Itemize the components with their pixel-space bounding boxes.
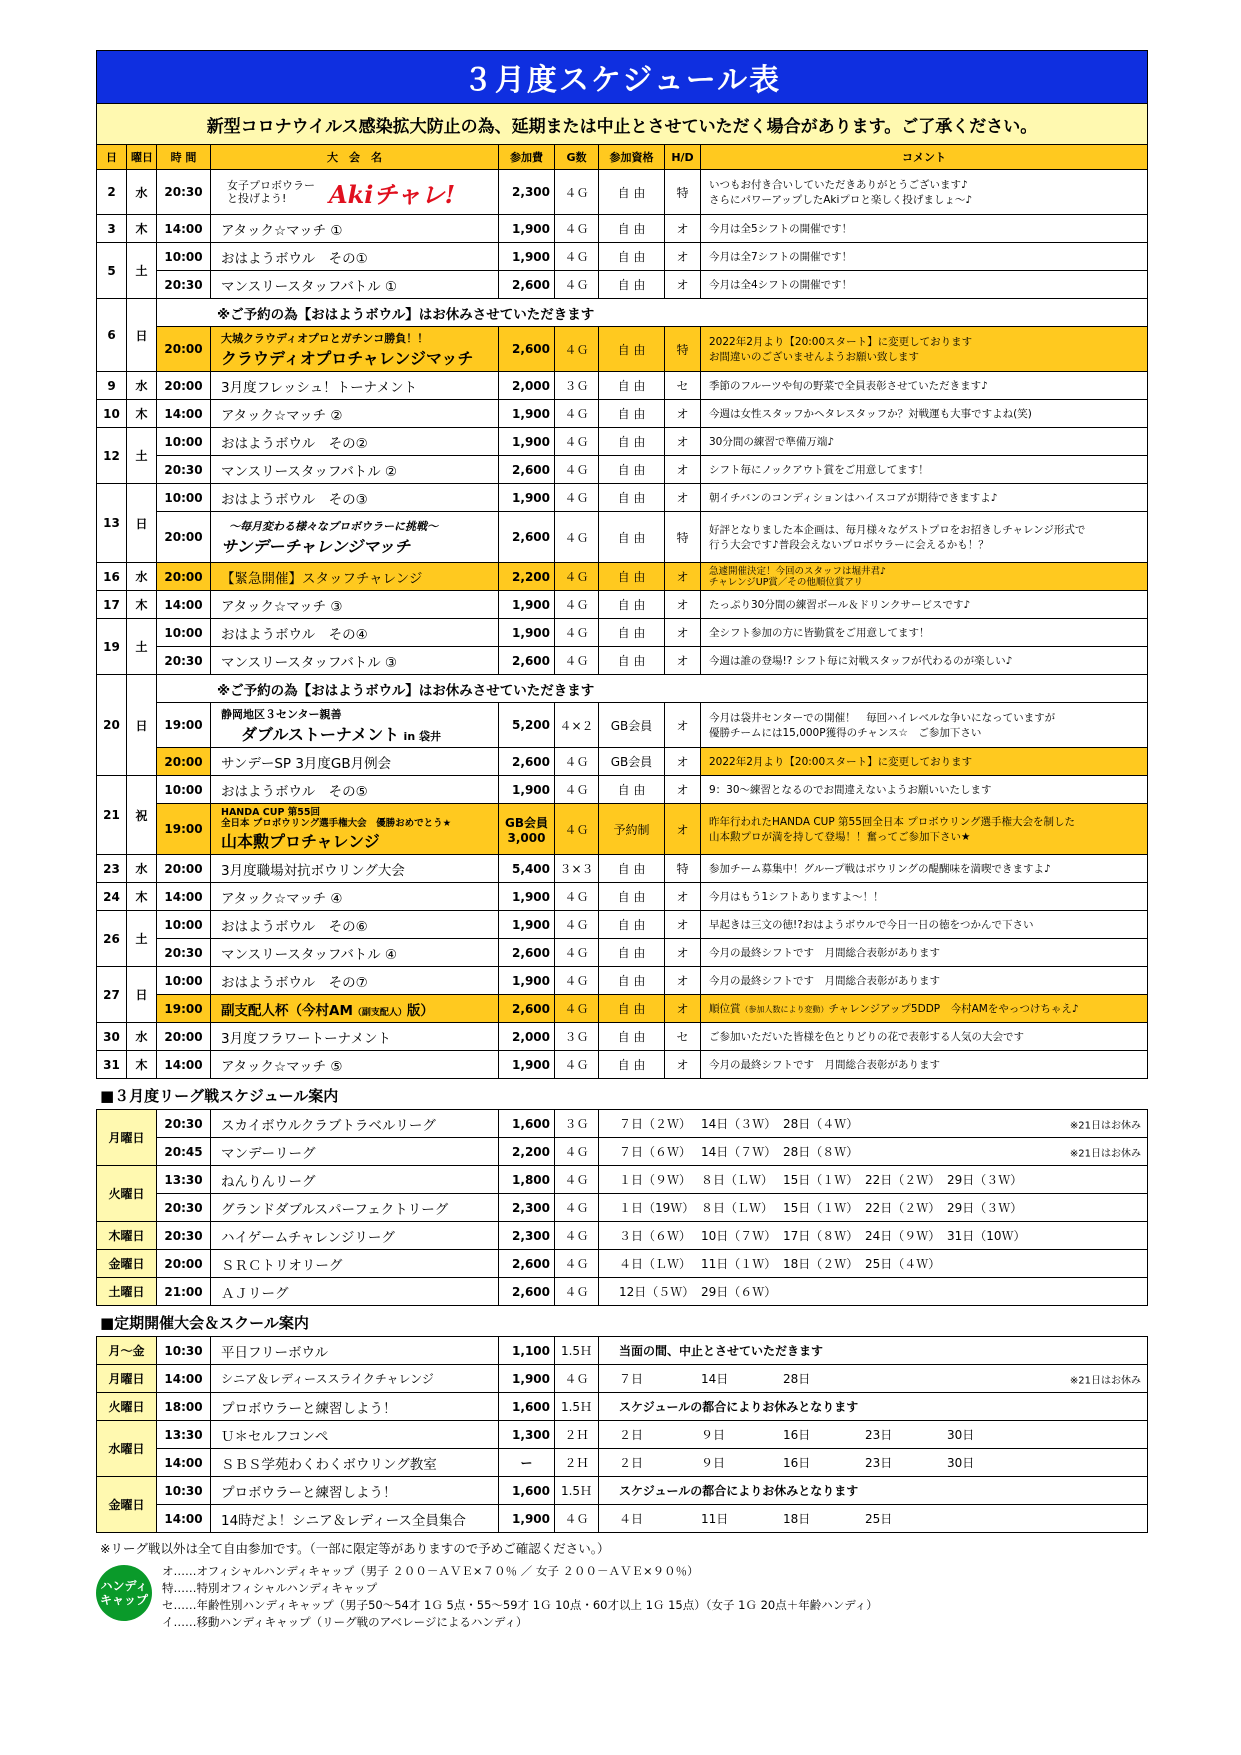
col-comment: コメント: [701, 145, 1148, 170]
schedule-note: ※21日はお休み: [1069, 1120, 1141, 1131]
table-row: 5 土 10:00 おはようボウル その① 1,900 ４Ｇ 自 由 オ 今月は全7シフトの開催です！: [97, 243, 1148, 271]
schedule-date: 10日（７Ｗ）: [701, 1229, 777, 1243]
schedule-date: 14日（７Ｗ）: [701, 1145, 777, 1159]
schedule-date: ４日: [619, 1512, 644, 1526]
schedule-date: 22日（２Ｗ）: [865, 1173, 941, 1187]
table-row: 19:00 静岡地区３センター親善 ダブルストーナメント in 袋井 5,200 ４×２ GB会員 オ 今月は袋井センターでの開催！ 毎回ハイレベルな争いになっていますが 優勝チームには15,000P獲得のチャンス☆ ご参加下さい: [97, 703, 1148, 748]
handicap-line: イ……移動ハンディキャップ（リーグ戦のアベレージによるハンディ）: [162, 1615, 528, 1629]
table-row: 16 水 20:00 【緊急開催】スタッフチャレンジ 2,200 ４Ｇ 自 由 オ 急遽開催決定！今回のスタッフは堀井君♪ チャレンジUP賞／その他順位賞アリ: [97, 563, 1148, 591]
table-row: 19:00 HANDA CUP 第55回 全日本 プロボウリング選手権大会 優勝おめでとう★ 山本勲プロチャレンジ GB会員 3,000 ４Ｇ 予約制 オ 昨年行われたHANDA CUP 第55回全日本 プロボウリング選手権大会を制した 山本勲プロが満を持して登場！！奮ってご参加下さい★: [97, 804, 1148, 855]
table-row: 14:00 ＳＢＳ学苑わくわくボウリング教室 ー ２Ｈ ２日 ９日 16日 23日 30日: [97, 1449, 1148, 1477]
schedule-date: 29日（３Ｗ）: [947, 1201, 1023, 1215]
schedule-date: ８日（ＬＷ）: [701, 1201, 774, 1215]
schedule-date: 25日: [865, 1512, 893, 1526]
schedule-date: 14日（３Ｗ）: [701, 1117, 777, 1131]
schedule-date: 当面の間、中止とさせていただきます: [619, 1344, 824, 1358]
schedule-date: 30日: [947, 1428, 975, 1442]
table-row: 3 木 14:00 アタック☆マッチ ① 1,900 ４Ｇ 自 由 オ 今月は全5シフトの開催です！: [97, 215, 1148, 243]
schedule-date: 23日: [865, 1456, 893, 1470]
league-table: [96, 1109, 1148, 1306]
table-row: 10 木 14:00 アタック☆マッチ ② 1,900 ４Ｇ 自 由 オ 今週は女性スタッフかヘタレスタッフか？対戦運も大事ですよね(笑): [97, 400, 1148, 428]
handicap-legend: [96, 1561, 1148, 1641]
league-section-title: ■３月度リーグ戦スケジュール案内: [100, 1087, 339, 1105]
schedule-date: 31日（10Ｗ）: [947, 1229, 1026, 1243]
table-row: 20:00 大城クラウディオプロとガチンコ勝負！！ クラウディオプロチャレンジマッチ 2,600 ４Ｇ 自 由 特 2022年2月より【20:00スタート】に変更しております お間違いのございませんようお願い致します: [97, 327, 1148, 372]
schedule-date: 23日: [865, 1428, 893, 1442]
handicap-line: 特……特別オフィシャルハンディキャップ: [162, 1581, 378, 1595]
table-row: 6 日 ※ご予約の為【おはようボウル】はお休みさせていただきます: [97, 299, 1148, 327]
table-row: 月～金 10:30 平日フリーボウル 1,100 1.5Ｈ 当面の間、中止とさせていただきます: [97, 1337, 1148, 1365]
table-row: 19:00 副支配人杯（今村AM（副支配人）版） 2,600 ４Ｇ 自 由 オ 順位賞（参加人数により変動）チャレンジアップ5DDP 今村AMをやっつけちゃえ♪: [97, 995, 1148, 1023]
col-games: G数: [555, 145, 599, 170]
table-row: 土曜日 21:00 ＡＪリーグ 2,600 ４Ｇ 12日（５Ｗ） 29日（６Ｗ）: [97, 1278, 1148, 1306]
table-row: 20:30 マンスリースタッフバトル ③ 2,600 ４Ｇ 自 由 オ 今週は誰の登場!? シフト毎に対戦スタッフが代わるのが楽しい♪: [97, 647, 1148, 675]
col-day: 日: [97, 145, 127, 170]
schedule-date: 29日（３Ｗ）: [947, 1173, 1023, 1187]
table-row: 26 土 10:00 おはようボウル その⑥ 1,900 ４Ｇ 自 由 オ 早起きは三文の徳!?おはようボウルで今日一日の徳をつかんで下さい: [97, 911, 1148, 939]
page-title: ３月度スケジュール表: [96, 50, 1148, 104]
regular-events-table: [96, 1336, 1148, 1533]
schedule-date: ７日（２Ｗ）: [619, 1117, 692, 1131]
schedule-date: ２日: [619, 1428, 644, 1442]
event-schedule-table: [96, 144, 1148, 1079]
schedule-date: 29日（６Ｗ）: [701, 1285, 777, 1299]
schedule-date: 11日: [701, 1512, 729, 1526]
schedule-date: 16日: [783, 1428, 811, 1442]
table-row: 金曜日 20:00 ＳＲＣトリオリーグ 2,600 ４Ｇ ４日（ＬＷ） 11日（１Ｗ） 18日（２Ｗ） 25日（４Ｗ）: [97, 1250, 1148, 1278]
schedule-date: 28日: [783, 1372, 811, 1386]
col-handicap: H/D: [665, 145, 701, 170]
schedule-date: 25日（４Ｗ）: [865, 1257, 941, 1271]
table-row: 月曜日 20:30 スカイボウルクラブトラベルリーグ 1,600 ３Ｇ ７日（２Ｗ） 14日（３Ｗ） 28日（４Ｗ） ※21日はお休み: [97, 1110, 1148, 1138]
table-row: 20 日 ※ご予約の為【おはようボウル】はお休みさせていただきます: [97, 675, 1148, 703]
table-row: 27 日 10:00 おはようボウル その⑦ 1,900 ４Ｇ 自 由 オ 今月の最終シフトです 月間総合表彰があります: [97, 967, 1148, 995]
schedule-date: 24日（９Ｗ）: [865, 1229, 941, 1243]
schedule-date: ９日: [701, 1428, 726, 1442]
table-row: 2 水 20:30 女子プロボウラー と投げよう! Akiチャレ! 2,300 ４Ｇ 自 由 特 いつもお付き合いしていただきありがとうございます♪ さらにパワーアップしたAkiプロと楽しく投げましょ～♪: [97, 170, 1148, 215]
schedule-date: ９日: [701, 1456, 726, 1470]
schedule-date: ４日（ＬＷ）: [619, 1257, 692, 1271]
table-row: 20:30 マンスリースタッフバトル ④ 2,600 ４Ｇ 自 由 オ 今月の最終シフトです 月間総合表彰があります: [97, 939, 1148, 967]
schedule-date: スケジュールの都合によりお休みとなります: [619, 1400, 859, 1414]
col-qualification: 参加資格: [599, 145, 665, 170]
schedule-date: 18日（２Ｗ）: [783, 1257, 859, 1271]
schedule-date: ８日（ＬＷ）: [701, 1173, 774, 1187]
table-row: 14:00 14時だよ！シニア＆レディース全員集合 1,900 ４Ｇ ４日 11日 18日 25日: [97, 1505, 1148, 1533]
schedule-date: 18日: [783, 1512, 811, 1526]
schedule-date: 15日（１Ｗ）: [783, 1201, 859, 1215]
col-fee: 参加費: [499, 145, 555, 170]
table-row: 17 木 14:00 アタック☆マッチ ③ 1,900 ４Ｇ 自 由 オ たっぷり30分間の練習ボール＆ドリンクサービスです♪: [97, 591, 1148, 619]
handicap-line: セ……年齢性別ハンディキャップ（男子50～54才 1Ｇ 5点・55～59才 1Ｇ 10点・60才以上 1Ｇ 15点）（女子 1Ｇ 20点＋年齢ハンディ）: [162, 1598, 878, 1612]
schedule-date: 14日: [701, 1372, 729, 1386]
col-time: 時 間: [157, 145, 211, 170]
table-row: 21 祝 10:00 おはようボウル その⑤ 1,900 ４Ｇ 自 由 オ 9：30～練習となるのでお間違えないようお願いいたします: [97, 776, 1148, 804]
table-row: 9 水 20:00 3月度フレッシュ！トーナメント 2,000 ３Ｇ 自 由 セ 季節のフルーツや旬の野菜で全員表彰させていただきます♪: [97, 372, 1148, 400]
schedule-date: 16日: [783, 1456, 811, 1470]
schedule-date: 11日（１Ｗ）: [701, 1257, 777, 1271]
schedule-page: [96, 50, 1148, 1641]
handicap-line: オ……オフィシャルハンディキャップ（男子 ２００－ＡＶＥ×７０％ ／ 女子 ２００－ＡＶＥ×９０％）: [162, 1564, 699, 1578]
table-row: 木曜日 20:30 ハイゲームチャレンジリーグ 2,300 ４Ｇ ３日（６Ｗ） 10日（７Ｗ） 17日（８Ｗ） 24日（９Ｗ） 31日（10Ｗ）: [97, 1222, 1148, 1250]
schedule-date: １日（９Ｗ）: [619, 1173, 692, 1187]
schedule-date: 17日（８Ｗ）: [783, 1229, 859, 1243]
table-row: 30 水 20:00 3月度フラワートーナメント 2,000 ３Ｇ 自 由 セ ご参加いただいた皆様を色とりどりの花で表彰する人気の大会です: [97, 1023, 1148, 1051]
table-row: 24 木 14:00 アタック☆マッチ ④ 1,900 ４Ｇ 自 由 オ 今月はもう1シフトありますよ～！！: [97, 883, 1148, 911]
schedule-date: 22日（２Ｗ）: [865, 1201, 941, 1215]
covid-notice: 新型コロナウイルス感染拡大防止の為、延期または中止とさせていただく場合があります。ご了承ください。: [96, 104, 1148, 144]
table-row: 13 日 10:00 おはようボウル その③ 1,900 ４Ｇ 自 由 オ 朝イチバンのコンディションはハイスコアが期待できますよ♪: [97, 484, 1148, 512]
schedule-date: 28日（４Ｗ）: [783, 1117, 859, 1131]
table-row: 20:30 グランドダブルスパーフェクトリーグ 2,300 ４Ｇ １日（19Ｗ） ８日（ＬＷ） 15日（１Ｗ） 22日（２Ｗ） 29日（３Ｗ）: [97, 1194, 1148, 1222]
table-header: [97, 145, 1148, 170]
table-row: 20:00 サンデーSP 3月度GB月例会 2,600 ４Ｇ GB会員 オ 2022年2月より【20:00スタート】に変更しております: [97, 748, 1148, 776]
table-row: 水曜日 13:30 Ｕ＊セルフコンペ 1,300 ２Ｈ ２日 ９日 16日 23日 30日: [97, 1421, 1148, 1449]
table-row: 月曜日 14:00 シニア＆レディーススライクチャレンジ 1,900 ４Ｇ ７日 14日 28日 ※21日はお休み: [97, 1365, 1148, 1393]
schedule-date: １日（19Ｗ）: [619, 1201, 695, 1215]
schedule-date: ２日: [619, 1456, 644, 1470]
footnote: ※リーグ戦以外は全て自由参加です。（一部に限定等がありますので予めご確認ください。）: [100, 1541, 610, 1556]
table-row: 31 木 14:00 アタック☆マッチ ⑤ 1,900 ４Ｇ 自 由 オ 今月の最終シフトです 月間総合表彰があります: [97, 1051, 1148, 1079]
table-row: 20:00 ～毎月変わる様々なプロボウラーに挑戦～ サンデーチャレンジマッチ 2,600 ４Ｇ 自 由 特 好評となりました本企画は、毎月様々なゲストプロをお招きしチャレンジ形式で 行う大会です♪普段会えないプロボウラーに会えるかも！？: [97, 512, 1148, 563]
handicap-badge: ハンディ キャップ: [96, 1565, 152, 1621]
schedule-date: ７日（６Ｗ）: [619, 1145, 692, 1159]
table-row: 19 土 10:00 おはようボウル その④ 1,900 ４Ｇ 自 由 オ 全シフト参加の方に皆勤賞をご用意してます！: [97, 619, 1148, 647]
schedule-date: 30日: [947, 1456, 975, 1470]
table-row: 火曜日 18:00 プロボウラーと練習しよう！ 1,600 1.5Ｈ スケジュールの都合によりお休みとなります: [97, 1393, 1148, 1421]
schedule-date: 28日（８Ｗ）: [783, 1145, 859, 1159]
col-event: 大 会 名: [211, 145, 499, 170]
schedule-date: 12日（５Ｗ）: [619, 1285, 695, 1299]
schedule-note: ※21日はお休み: [1069, 1148, 1141, 1159]
table-row: 20:30 マンスリースタッフバトル ② 2,600 ４Ｇ 自 由 オ シフト毎にノックアウト賞をご用意してます！: [97, 456, 1148, 484]
table-row: 20:30 マンスリースタッフバトル ① 2,600 ４Ｇ 自 由 オ 今月は全4シフトの開催です！: [97, 271, 1148, 299]
table-row: 火曜日 13:30 ねんりんリーグ 1,800 ４Ｇ １日（９Ｗ） ８日（ＬＷ） 15日（１Ｗ） 22日（２Ｗ） 29日（３Ｗ）: [97, 1166, 1148, 1194]
regular-section-title: ■定期開催大会＆スクール案内: [100, 1314, 309, 1332]
schedule-note: ※21日はお休み: [1069, 1375, 1141, 1386]
col-weekday: 曜日: [127, 145, 157, 170]
table-row: 12 土 10:00 おはようボウル その② 1,900 ４Ｇ 自 由 オ 30分間の練習で準備万端♪: [97, 428, 1148, 456]
schedule-date: ７日: [619, 1372, 644, 1386]
schedule-date: 15日（１Ｗ）: [783, 1173, 859, 1187]
table-row: 金曜日 10:30 プロボウラーと練習しよう！ 1,600 1.5Ｈ スケジュールの都合によりお休みとなります: [97, 1477, 1148, 1505]
table-row: 20:45 マンデーリーグ 2,200 ４Ｇ ７日（６Ｗ） 14日（７Ｗ） 28日（８Ｗ） ※21日はお休み: [97, 1138, 1148, 1166]
schedule-date: スケジュールの都合によりお休みとなります: [619, 1484, 859, 1498]
table-row: 23 水 20:00 3月度職場対抗ボウリング大会 5,400 ３×３ 自 由 特 参加チーム募集中！グループ戦はボウリングの醍醐味を満喫できますよ♪: [97, 855, 1148, 883]
aki-challenge-logo: 女子プロボウラー と投げよう! Akiチャレ!: [211, 170, 499, 215]
schedule-date: ３日（６Ｗ）: [619, 1229, 692, 1243]
